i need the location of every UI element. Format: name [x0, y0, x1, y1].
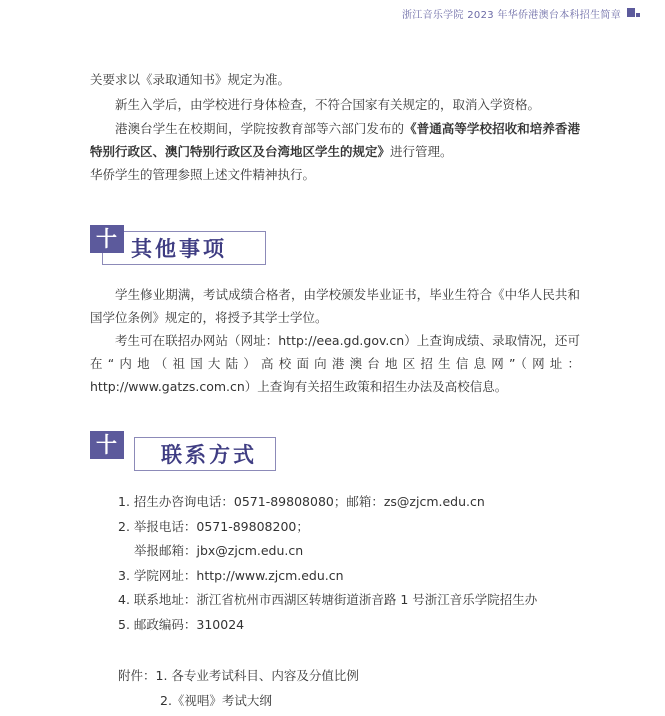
paragraph-overseas-students: 华侨学生的管理参照上述文件精神执行。 — [90, 167, 316, 182]
contact-list — [118, 490, 537, 638]
section-title: 其他事项 — [102, 231, 266, 265]
paragraph-management-rules — [90, 117, 580, 163]
paragraph-graduation: 学生修业期满，考试成绩合格者，由学校颁发毕业证书，毕业生符合《中华人民共和国学位条例》规定的，将授予其学士学位。 — [90, 287, 580, 325]
page-header — [402, 6, 641, 21]
contact-item-website: 3. 学院网址：http://www.zjcm.edu.cn — [118, 567, 344, 583]
management-rules-text-after: 进行管理。 — [390, 144, 453, 159]
contact-item-address: 4. 联系地址：浙江省杭州市西湖区转塘街道浙音路 1 号浙江音乐学院招生办 — [118, 592, 538, 608]
attachment-item-2: 2.《视唱》考试大纲 — [160, 693, 272, 708]
header-title: 浙江音乐学院 2023 年华侨港澳台本科招生简章 — [401, 10, 621, 21]
section-title: 联系方式 — [134, 437, 276, 471]
section-number: 十 — [90, 225, 124, 253]
header-square-icon — [627, 8, 641, 20]
paragraph-health-check: 新生入学后，由学校进行身体检查，不符合国家有关规定的，取消入学资格。 — [115, 97, 541, 112]
contact-item-phone-email: 1. 招生办咨询电话：0571-89808080；邮箱：zs@zjcm.edu.cn — [118, 494, 485, 509]
paragraph-inquiry: 考生可在联招办网站（网址：http://eea.gd.gov.cn）上查询成绩、录取情况，还可在“内地（祖国大陆）高校面向港澳台地区招生信息网”（网址：http://www.gatzs.com.cn）上查询有关招生政策和招生办法及高校信息。 — [90, 333, 580, 394]
section-number: 十一 — [90, 431, 124, 459]
contact-item-report-email: 举报邮箱：jbx@zjcm.edu.cn — [134, 543, 304, 559]
management-rules-text-before: 港澳台学生在校期间，学院按教育部等六部门发布的 — [115, 121, 405, 136]
contact-item-report-phone: 2. 举报电话：0571-89808200； — [118, 518, 309, 534]
management-rules-regulation: 《普通高等学校招收和培养香港特别行政区、澳门特别行政区及台湾地区学生的规定》 — [90, 121, 580, 159]
attachment-item-1: 附件：1. 各专业考试科目、内容及分值比例 — [118, 668, 359, 683]
contact-item-postcode: 5. 邮政编码：310024 — [118, 616, 245, 632]
paragraph-admission-notice: 关要求以《录取通知书》规定为准。 — [90, 72, 291, 87]
